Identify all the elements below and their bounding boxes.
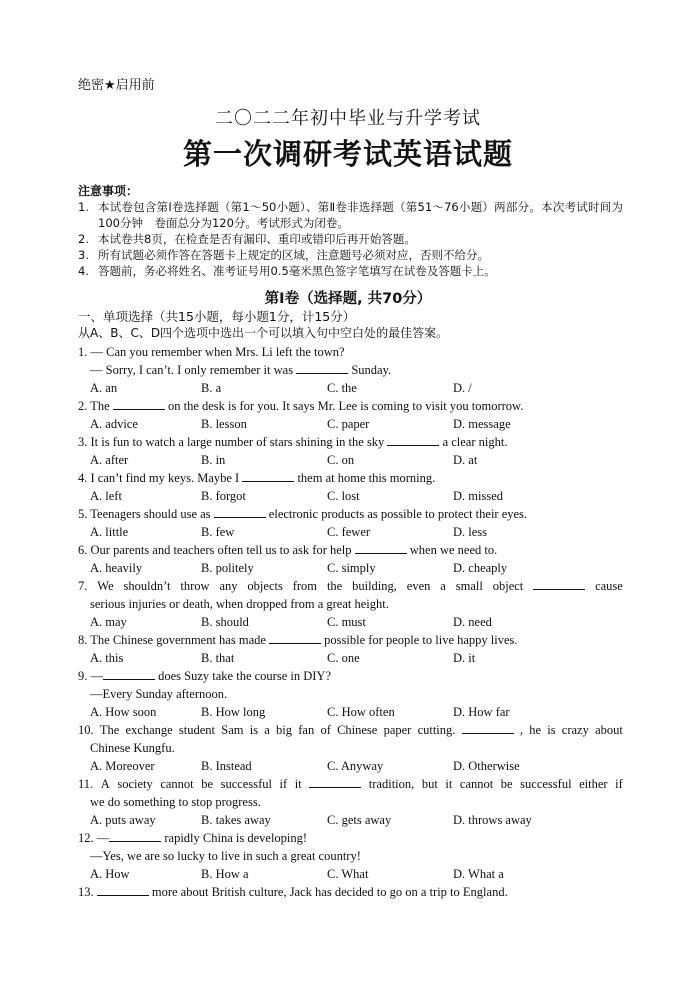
question-text: 8. The Chinese government has made [78,633,270,647]
question-stem-continued [78,793,623,811]
answer-option-b: B. How long [201,705,266,719]
question-word: exchange [125,723,173,737]
notice-item-number: 3. [78,248,89,262]
answer-blank [355,541,407,554]
question-text: 1. — Can you remember when Mrs. Li left the town? [78,345,345,359]
notice-heading: 注意事项： [78,184,139,198]
answer-options [78,523,623,541]
question-word: if [615,777,623,791]
question-word: The [99,723,120,737]
answer-options [78,757,623,775]
answer-option-d: D. it [453,651,476,665]
question-word: successful [220,777,272,791]
answer-option-a: A. an [90,381,118,395]
answer-option-c: C. Anyway [327,759,384,773]
answer-option-c: C. paper [327,417,370,431]
question-word: either [579,777,608,791]
question-word: small [455,579,483,593]
question-word: building, [352,579,397,593]
question-stem-continued [78,595,623,613]
answer-blank [309,775,361,788]
notice-item-number: 1. [78,200,89,214]
answer-options [78,613,623,631]
answer-blank [296,361,348,374]
question-stem [78,577,623,595]
answer-option-d: D. need [453,615,492,629]
question-item [78,667,623,721]
question-item [78,721,623,775]
answer-options [78,703,623,721]
question-word: throw [180,579,210,593]
answer-option-c: C. fewer [327,525,371,539]
question-text: 2. The [78,399,113,413]
question-text: we do something to stop progress. [90,795,261,809]
question-word: a [264,723,270,737]
question-word: crazy [561,723,589,737]
answer-option-a: A. little [90,525,129,539]
answer-options [78,379,623,397]
answer-option-d: D. Otherwise [453,759,520,773]
question-item [78,433,623,469]
question-item [78,469,623,505]
answer-option-a: A. How [90,867,130,881]
answer-blank [533,577,585,590]
question-item [78,397,623,433]
question-text: —Every Sunday afternoon. [90,687,228,701]
question-item [78,505,623,541]
answer-blank [214,505,266,518]
answer-option-a: A. puts away [90,813,156,827]
question-word: successful [520,777,572,791]
question-word: the [326,579,343,593]
question-item [78,343,623,397]
question-text: a clear night. [439,435,508,449]
question-text: Chinese Kungfu. [90,741,175,755]
answer-option-a: A. after [90,453,129,467]
question-word: of [320,723,331,737]
question-stem [78,433,623,451]
question-word: cannot [459,777,494,791]
notice-item-text: 所有试题必须作答在答题卡上规定的区域，注意题号必须对应，否则不给分。 [98,248,489,262]
answer-blank [462,721,514,734]
question-stem [78,541,623,559]
notice-item [78,199,623,231]
question-word: paper [383,723,412,737]
question-text: —Yes, we are so lucky to live in such a great country! [90,849,361,863]
question-word: fan [298,723,315,737]
answer-option-c: C. must [327,615,366,629]
question-text: 4. I can’t find my keys. Maybe I [78,471,243,485]
answer-option-c: C. gets away [327,813,392,827]
answer-options [78,487,623,505]
question-stem [78,667,623,685]
answer-options [78,865,623,883]
question-word: cause [595,579,623,593]
question-stem-continued [78,685,623,703]
section-instruction: 从A、B、C、D四个选项中选出一个可以填入句中空白处的最佳答案。 [78,326,449,340]
question-word: it [294,777,302,791]
answer-option-d: D. at [453,453,478,467]
notice-item-text: 答题前，务必将姓名、准考证号用0.5毫米黑色签字笔填写在试卷及答题卡上。 [98,264,496,278]
question-word: A [100,777,110,791]
answer-blank [109,829,161,842]
question-word: Sam [221,723,244,737]
question-stem [78,343,623,361]
answer-option-d: D. / [453,381,472,395]
question-item [78,577,623,631]
answer-option-b: B. forgot [201,489,246,503]
exam-name: 二〇二二年初中毕业与升学考试 [215,108,481,129]
question-text: — Sorry, I can’t. I only remember it was [90,363,297,377]
question-word: society [117,777,153,791]
answer-options [78,451,623,469]
question-text: electronic products as possible to protect their eyes. [265,507,528,521]
question-word: big [276,723,293,737]
question-word: from [292,579,318,593]
question-stem [78,883,623,901]
answer-blank [269,631,321,644]
question-stem-continued [78,847,623,865]
question-word: Chinese [337,723,378,737]
answer-blank [113,397,165,410]
question-word: about [595,723,623,737]
question-word: be [500,777,513,791]
question-stem-continued [78,361,623,379]
question-item [78,541,623,577]
question-word: , [519,723,523,737]
answer-option-a: A. left [90,489,122,503]
answer-option-d: D. cheaply [453,561,508,575]
answer-option-c: C. How often [327,705,395,719]
answer-option-a: A. this [90,651,124,665]
question-word: 7. [78,579,88,593]
answer-options [78,559,623,577]
answer-option-a: A. Moreover [90,759,155,773]
question-item [78,631,623,667]
question-word: even [406,579,431,593]
question-text: 5. Teenagers should use as [78,507,214,521]
answer-options [78,811,623,829]
question-word: but [421,777,438,791]
notice-item-text: 本试卷共8页，在检查是否有漏印、重印或错印后再开始答题。 [98,232,416,246]
question-text: 9. — [78,669,103,683]
question-text: rapidly China is developing! [161,831,308,845]
question-item [78,829,623,883]
question-text: when we need to. [406,543,498,557]
answer-option-b: B. that [201,651,235,665]
question-word: We [97,579,114,593]
question-word: is [249,723,259,737]
question-text: on the desk is for you. It says Mr. Lee is coming to visit you tomorrow. [164,399,524,413]
question-stem [78,721,623,739]
answer-option-b: B. should [201,615,249,629]
answer-option-d: D. message [453,417,511,431]
answer-option-d: D. missed [453,489,503,503]
question-word: shouldn’t [123,579,171,593]
answer-option-c: C. lost [327,489,360,503]
answer-option-c: C. the [327,381,357,395]
question-text: 3. It is fun to watch a large number of stars shining in the sky [78,435,388,449]
answer-option-c: C. on [327,453,355,467]
question-item [78,775,623,829]
question-text: 12. — [78,831,110,845]
notice-item [78,231,623,247]
confidential-mark: 绝密★启用前 [78,78,155,93]
question-word: is [547,723,556,737]
question-text: Sunday. [348,363,392,377]
question-word: he [529,723,541,737]
question-word: object [492,579,524,593]
answer-options [78,649,623,667]
answer-option-a: A. may [90,615,127,629]
answer-blank [387,433,439,446]
answer-blank [242,469,294,482]
answer-option-a: A. advice [90,417,138,431]
question-text: possible for people to live happy lives. [321,633,518,647]
question-word: cannot [160,777,194,791]
question-stem [78,505,623,523]
question-text: serious injuries or death, when dropped from a great height. [90,597,389,611]
answer-option-b: B. a [201,381,222,395]
notice-item-number: 4. [78,264,89,278]
question-text: 13. [78,885,97,899]
answer-option-c: C. simply [327,561,376,575]
answer-option-c: C. What [327,867,369,881]
section-title: 一、单项选择（共15小题，每小题1分，计15分） [78,309,356,324]
question-word: tradition, [368,777,415,791]
answer-option-b: B. few [201,525,235,539]
question-word: if [279,777,288,791]
answer-option-d: D. What a [453,867,504,881]
question-stem [78,775,623,793]
question-word: a [440,579,446,593]
question-stem-continued [78,739,623,757]
answer-option-b: B. takes away [201,813,271,827]
question-word: any [219,579,238,593]
answer-option-b: B. lesson [201,417,247,431]
question-stem [78,631,623,649]
answer-option-b: B. politely [201,561,254,575]
question-text: 6. Our parents and teachers often tell us to ask for help [78,543,355,557]
exam-title: 第一次调研考试英语试题 [182,137,513,171]
question-stem [78,469,623,487]
answer-option-a: A. How soon [90,705,157,719]
notice-item [78,263,623,279]
question-word: 10. [78,723,94,737]
question-word: student [178,723,216,737]
answer-option-d: D. How far [453,705,510,719]
answer-blank [97,883,149,896]
answer-options [78,415,623,433]
question-word: cutting. [417,723,456,737]
notice-item-number: 2. [78,232,89,246]
answer-option-d: D. less [453,525,488,539]
answer-option-b: B. Instead [201,759,252,773]
question-item [78,883,623,901]
answer-option-c: C. one [327,651,360,665]
question-stem [78,397,623,415]
answer-option-d: D. throws away [453,813,532,827]
question-text: does Suzy take the course in DIY? [155,669,331,683]
answer-blank [103,667,155,680]
answer-option-b: B. in [201,453,226,467]
question-word: objects [247,579,283,593]
notice-item-text: 本试卷包含第Ⅰ卷选择题（第1～50小题）、第Ⅱ卷非选择题（第51～76小题）两部分。本次考试时间为100分钟 卷面总分为120分。考试形式为闭卷。 [98,200,623,230]
notice-item [78,247,623,263]
answer-option-b: B. How a [201,867,249,881]
answer-option-a: A. heavily [90,561,143,575]
question-word: it [445,777,453,791]
question-text: more about British culture, Jack has decided to go on a trip to England. [148,885,508,899]
question-stem [78,829,623,847]
notice-section [78,183,623,279]
part-one-title: 第Ⅰ卷（选择题, 共70分） [264,291,432,307]
question-list [78,343,623,901]
question-text: them at home this morning. [294,471,436,485]
question-word: 11. [78,777,94,791]
question-word: be [201,777,214,791]
